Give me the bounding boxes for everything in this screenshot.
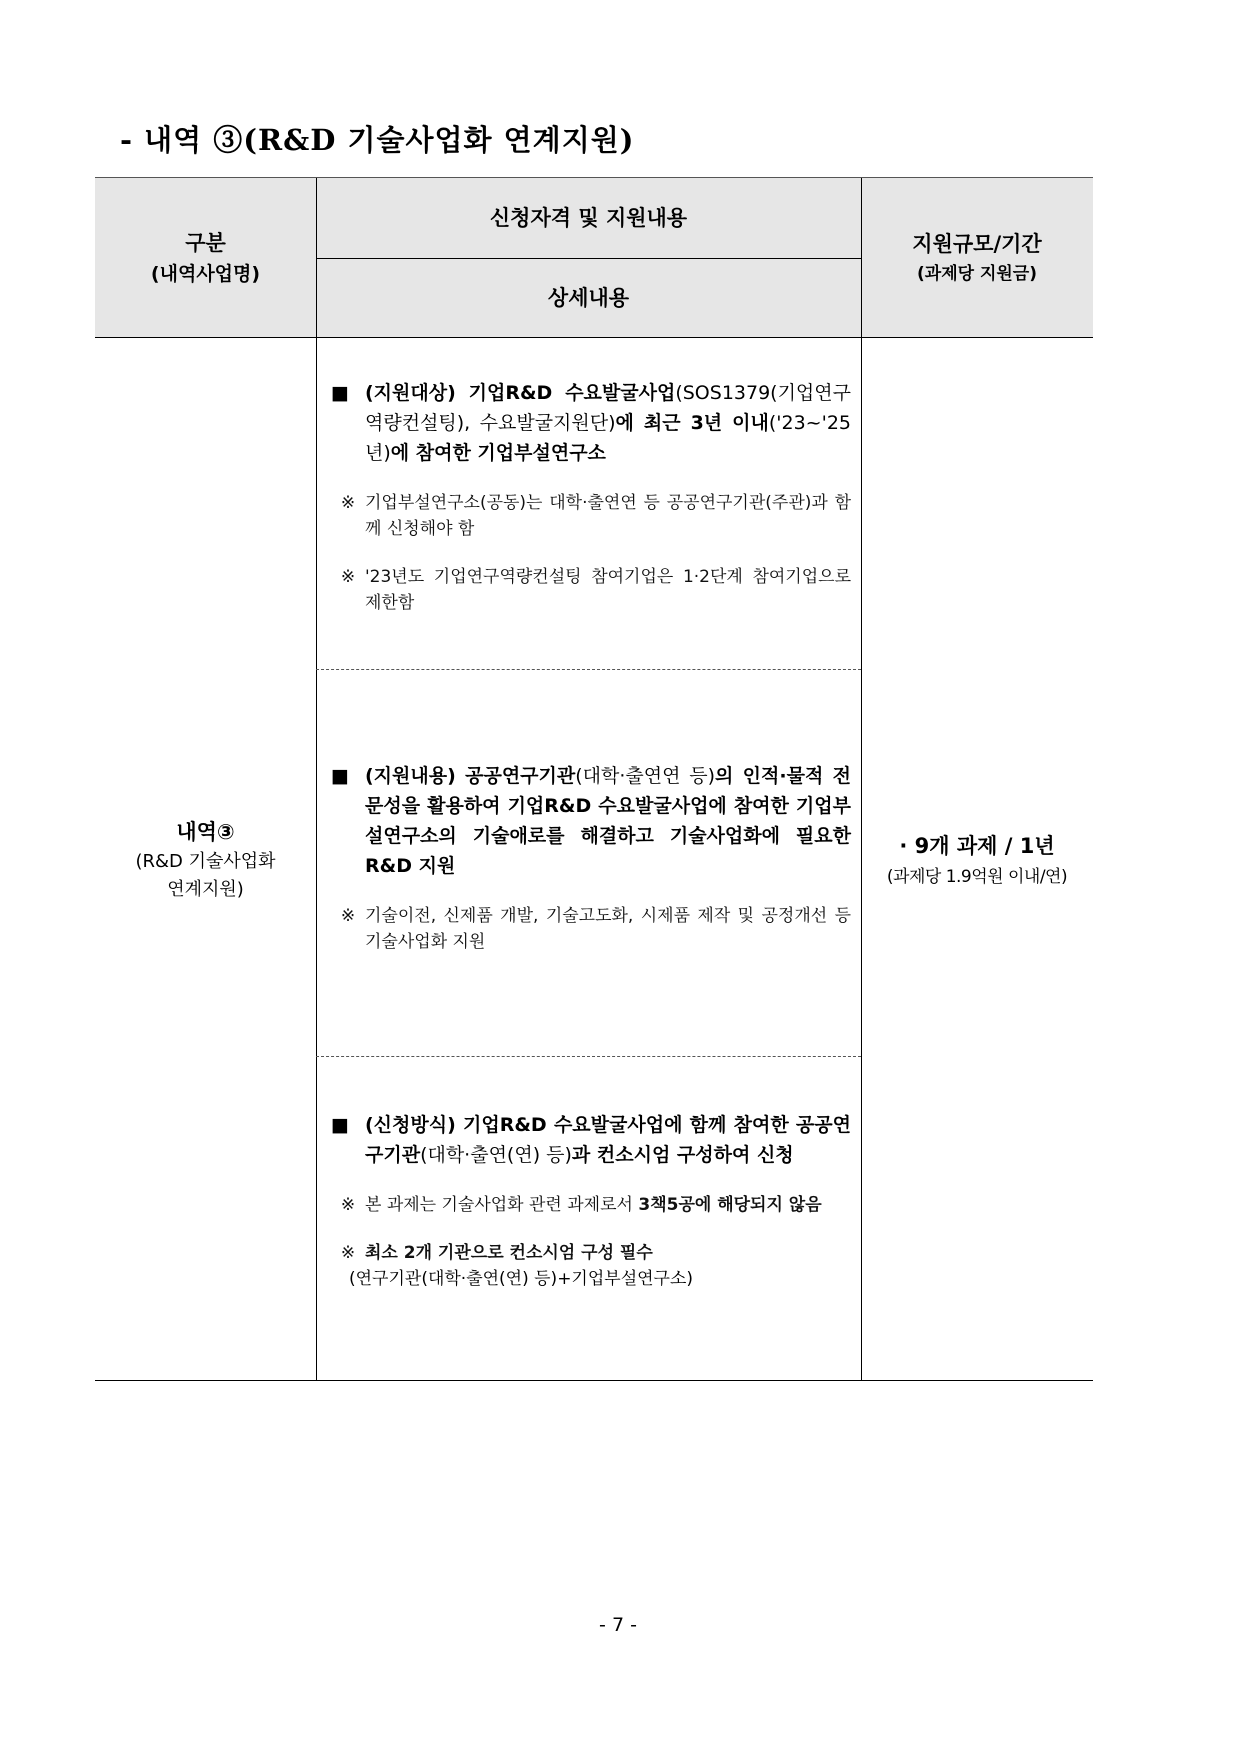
row-category-title: 내역③ — [176, 820, 235, 844]
eligibility-target: 에 참여한 기업부설연구소 — [390, 442, 606, 464]
reference-mark-icon: ※ — [340, 567, 356, 587]
header-details-title: 상세내용 — [547, 286, 630, 310]
bullet-square-icon: ■ — [331, 765, 349, 787]
note-item — [331, 1192, 851, 1218]
note-item — [331, 1240, 851, 1266]
header-scale-subtitle: (과제당 지원금) — [917, 264, 1037, 284]
note-text-bold: 3책5공에 해당되지 않음 — [638, 1195, 822, 1215]
header-scale — [861, 178, 1093, 338]
reference-mark-icon: ※ — [340, 493, 356, 513]
support-content-institutions: (대학·출연연 등) — [575, 765, 715, 787]
header-details — [316, 258, 861, 338]
note-text-bold: 최소 2개 기관으로 컨소시엄 구성 필수 — [365, 1243, 653, 1263]
application-method-item — [331, 1110, 851, 1170]
note-text: '23년도 기업연구역량컨설팅 참여기업은 1·2단계 참여기업으로 제한함 — [365, 567, 851, 613]
eligibility-block — [331, 378, 851, 616]
note-item — [331, 564, 851, 616]
application-method-text: 과 컨소시엄 구성하여 신청 — [571, 1144, 794, 1166]
row-divider — [316, 1056, 861, 1057]
header-eligibility — [316, 178, 861, 258]
row-category-name: (R&D 기술사업화 — [135, 851, 276, 872]
eligibility-programs: (SOS1379(기업연구역량컨설팅), 수요발굴지원단) — [365, 382, 851, 434]
support-table — [95, 177, 1093, 1381]
eligibility-years: ('23~'25년) — [365, 412, 851, 464]
header-category-subtitle: (내역사업명) — [150, 263, 261, 285]
support-content-item — [331, 761, 851, 881]
application-method-label: (신청방식) 기업R&D 수요발굴사업에 함께 참여한 공공연구기관 — [365, 1114, 851, 1166]
eligibility-label: (지원대상) 기업R&D 수요발굴사업 — [365, 382, 676, 404]
note-text: 기술이전, 신제품 개발, 기술고도화, 시제품 제작 및 공정개선 등 기술사업화 지원 — [365, 906, 851, 952]
column-divider — [316, 178, 317, 1380]
row-divider — [316, 669, 861, 670]
bullet-square-icon: ■ — [331, 1114, 349, 1136]
eligibility-item — [331, 378, 851, 468]
header-eligibility-title: 신청자격 및 지원내용 — [489, 206, 688, 230]
support-scale-count: · 9개 과제 / 1년 — [899, 834, 1055, 858]
section-title: - 내역 ③(R&D 기술사업화 연계지원) — [120, 123, 635, 157]
row-category-name-cont: 연계지원) — [167, 879, 244, 900]
note-text: 본 과제는 기술사업화 관련 과제로서 — [365, 1195, 639, 1215]
support-scale-amount: (과제당 1.9억원 이내/연) — [886, 867, 1068, 887]
header-scale-title: 지원규모/기간 — [912, 232, 1042, 256]
note-subtext: (연구기관(대학·출연(연) 등)+기업부설연구소) — [349, 1269, 694, 1289]
application-method-block — [331, 1110, 851, 1292]
support-content-label: (지원내용) 공공연구기관 — [365, 765, 576, 787]
header-category-title: 구분 — [185, 231, 226, 255]
application-method-institutions: (대학·출연(연) 등) — [420, 1144, 572, 1166]
page-number: - 7 - — [599, 1614, 637, 1636]
reference-mark-icon: ※ — [340, 1195, 356, 1215]
note-item — [331, 490, 851, 542]
support-content-block — [331, 761, 851, 955]
reference-mark-icon: ※ — [340, 906, 356, 926]
note-item — [331, 903, 851, 955]
eligibility-period: 에 최근 3년 이내 — [615, 412, 769, 434]
support-content-text: 의 인적·물적 전문성을 활용하여 기업R&D 수요발굴사업에 참여한 기업부설연구소의 기술애로를 해결하고 기술사업화에 필요한 R&D 지원 — [365, 765, 852, 877]
note-text: 기업부설연구소(공동)는 대학·출연연 등 공공연구기관(주관)과 함께 신청해야 함 — [365, 493, 851, 539]
support-scale — [861, 338, 1093, 1382]
row-category — [95, 338, 316, 1382]
reference-mark-icon: ※ — [340, 1243, 356, 1263]
header-category — [95, 178, 316, 338]
bullet-square-icon: ■ — [331, 382, 349, 404]
